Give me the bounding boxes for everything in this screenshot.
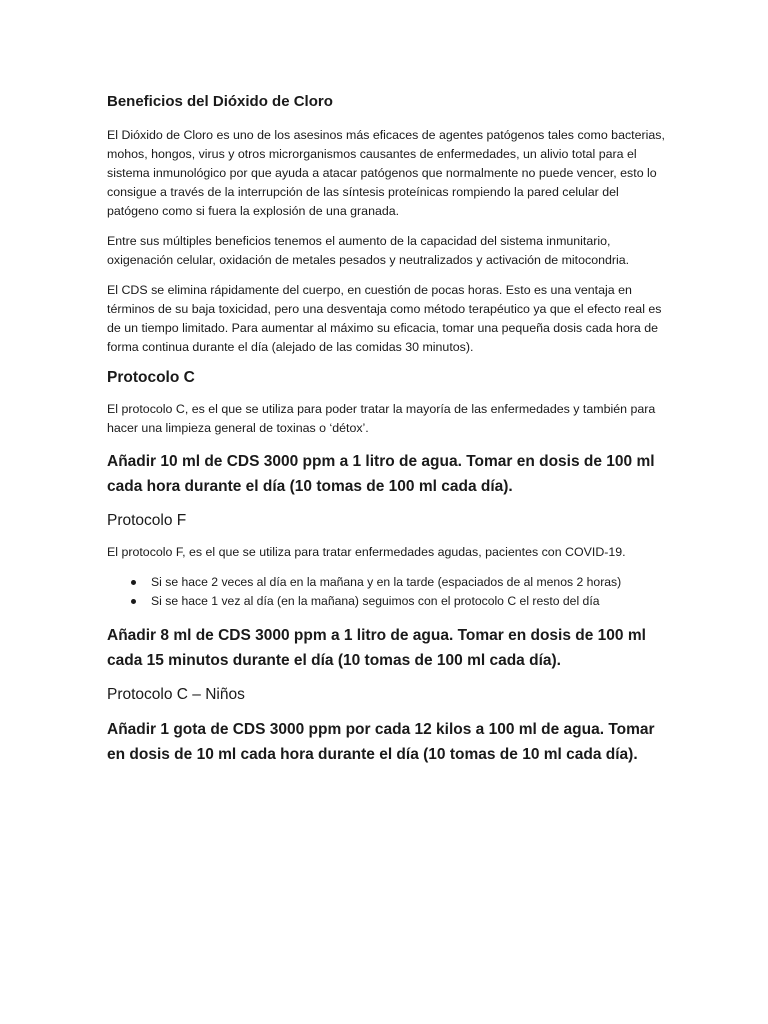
protocol-f-heading: Protocolo F: [107, 512, 187, 529]
protocol-f-dosage: Añadir 8 ml de CDS 3000 ppm a 1 litro de agua. Tomar en dosis de 100 ml cada 15 minutos durante el día (10 tomas de 100 ml cada día).: [107, 627, 646, 669]
benefits-paragraph: Entre sus múltiples beneficios tenemos el aumento de la capacidad del sistema inmunitario, oxigenación celular, oxidación de metales pesados y neutralizados y activación de mitocondria.: [107, 234, 630, 267]
protocol-c-kids-heading: Protocolo C – Niños: [107, 686, 245, 703]
bullet-icon: [131, 580, 136, 585]
document-title: Beneficios del Dióxido de Cloro: [107, 93, 333, 110]
protocol-f-description: El protocolo F, es el que se utiliza para tratar enfermedades agudas, pacientes con COVID-19.: [107, 545, 626, 559]
protocol-c-dosage: Añadir 10 ml de CDS 3000 ppm a 1 litro de agua. Tomar en dosis de 100 ml cada hora durante el día (10 tomas de 100 ml cada día).: [107, 453, 655, 495]
list-item: [131, 592, 667, 611]
bullet-icon: [131, 599, 136, 604]
protocol-c-kids-dosage: Añadir 1 gota de CDS 3000 ppm por cada 12 kilos a 100 ml de agua. Tomar en dosis de 10 ml cada hora durante el día (10 tomas de 10 ml cada día).: [107, 721, 655, 763]
protocol-c-description: El protocolo C, es el que se utiliza para poder tratar la mayoría de las enfermedades y también para hacer una limpieza general de toxinas o ‘détox’.: [107, 402, 656, 435]
intro-paragraph: El Dióxido de Cloro es uno de los asesinos más eficaces de agentes patógenos tales como bacterias, mohos, hongos, virus y otros microrganismos causantes de enfermedades, un alivio total para el sistema inmunológico por que ayuda a atacar patógenos que normalmente no puede vencer, esto lo consigue a través de la interrupción de las síntesis proteínicas rompiendo la pared celular del patógeno como si fuera la explosión de una granada.: [107, 128, 665, 218]
protocol-c-heading: Protocolo C: [107, 369, 195, 386]
cds-paragraph: El CDS se elimina rápidamente del cuerpo, en cuestión de pocas horas. Esto es una ventaja en términos de su baja toxicidad, pero una desventaja como método terapéutico ya que el efecto real es de un tiempo limitado. Para aumentar al máximo su eficacia, tomar una pequeña dosis cada hora de forma continua durante el día (alejado de las comidas 30 minutos).: [107, 283, 662, 354]
document-page: [107, 92, 667, 779]
list-item: [131, 573, 667, 592]
list-item-text: Si se hace 1 vez al día (en la mañana) seguimos con el protocolo C el resto del día: [151, 594, 600, 608]
protocol-f-bullet-list: [131, 573, 667, 611]
list-item-text: Si se hace 2 veces al día en la mañana y en la tarde (espaciados de al menos 2 horas): [151, 575, 622, 589]
